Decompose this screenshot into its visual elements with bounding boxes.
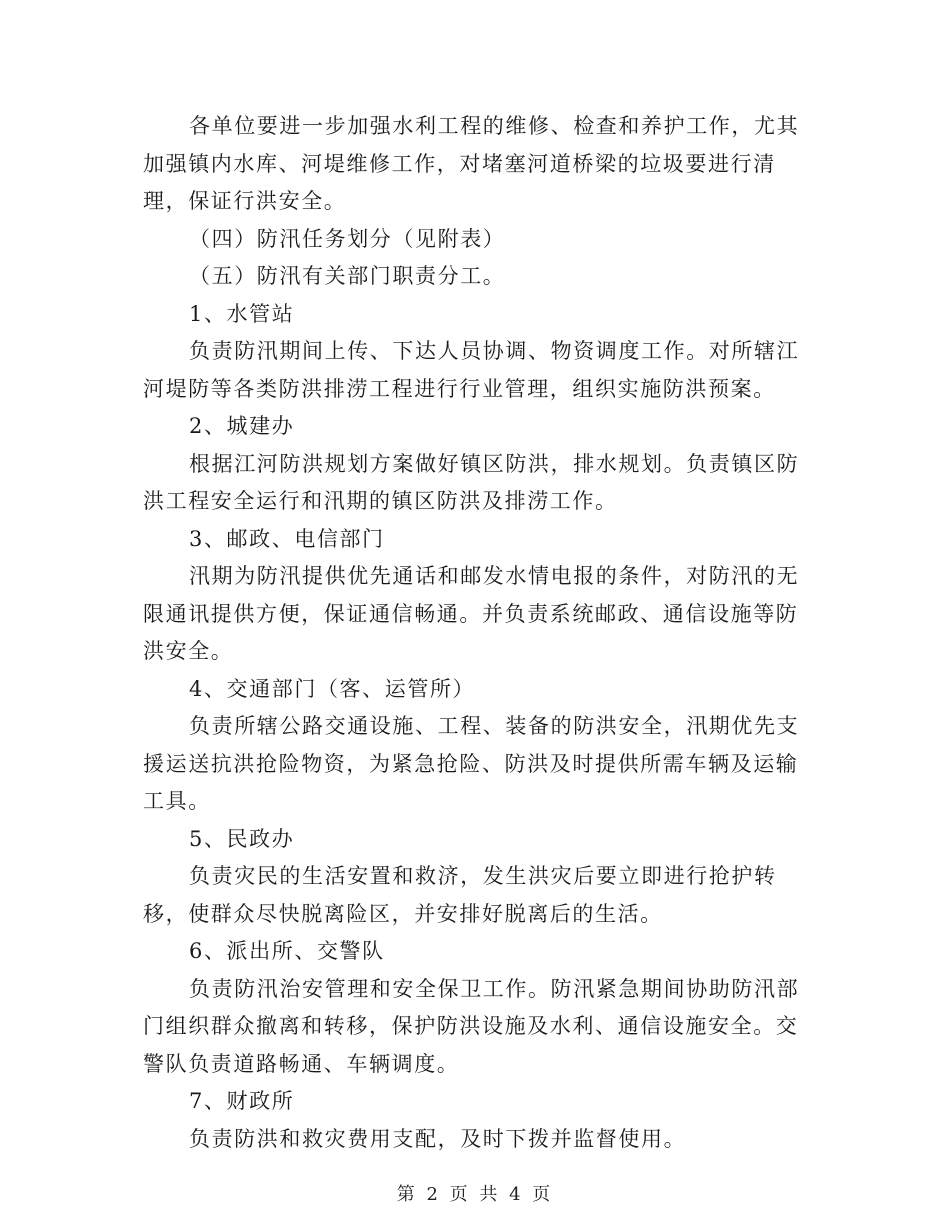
item-heading: 6、派出所、交警队 (189, 939, 385, 963)
body-paragraph: 根据江河防洪规划方案做好镇区防洪，排水规划。负责镇区防洪工程安全运行和汛期的镇区防洪及排涝工作。 (143, 451, 800, 513)
document-body (143, 108, 807, 1158)
body-paragraph: 各单位要进一步加强水利工程的维修、检查和养护工作，尤其加强镇内水库、河堤维修工作，对堵塞河道桥梁的垃圾要进行清理，保证行洪安全。 (143, 114, 800, 213)
item-heading: 4、交通部门（客、运管所） (189, 676, 476, 701)
section-heading: （四）防汛任务划分（见附表） (189, 226, 506, 251)
body-paragraph: 负责防汛期间上传、下达人员协调、物资调度工作。对所辖江河堤防等各类防洪排涝工程进行行业管理，组织实施防洪预案。 (143, 339, 800, 401)
item-heading: 2、城建办 (189, 414, 295, 438)
body-paragraph: 汛期为防汛提供优先通话和邮发水情电报的条件，对防汛的无限通讯提供方便，保证通信畅通。并负责系统邮政、通信设施等防洪安全。 (143, 564, 800, 663)
item-heading: 1、水管站 (189, 301, 295, 326)
body-paragraph: 负责防汛治安管理和安全保卫工作。防汛紧急期间协助防汛部门组织群众撤离和转移，保护防洪设施及水利、通信设施安全。交警队负责道路畅通、车辆调度。 (143, 976, 800, 1076)
body-paragraph: 负责灾民的生活安置和救济，发生洪灾后要立即进行抢护转移，使群众尽快脱离险区，并安排好脱离后的生活。 (143, 864, 777, 926)
page-number: 第 2 页 共 4 页 (396, 1184, 554, 1205)
item-heading: 3、邮政、电信部门 (189, 526, 385, 551)
page-footer (0, 1180, 950, 1206)
section-heading: （五）防汛有关部门职责分工。 (189, 264, 506, 288)
body-paragraph: 负责防洪和救灾费用支配，及时下拨并监督使用。 (189, 1126, 687, 1151)
item-heading: 5、民政办 (189, 826, 295, 851)
item-heading: 7、财政所 (189, 1089, 295, 1113)
body-paragraph: 负责所辖公路交通设施、工程、装备的防洪安全，汛期优先支援运送抗洪抢险物资，为紧急抢险、防洪及时提供所需车辆及运输工具。 (143, 714, 800, 813)
